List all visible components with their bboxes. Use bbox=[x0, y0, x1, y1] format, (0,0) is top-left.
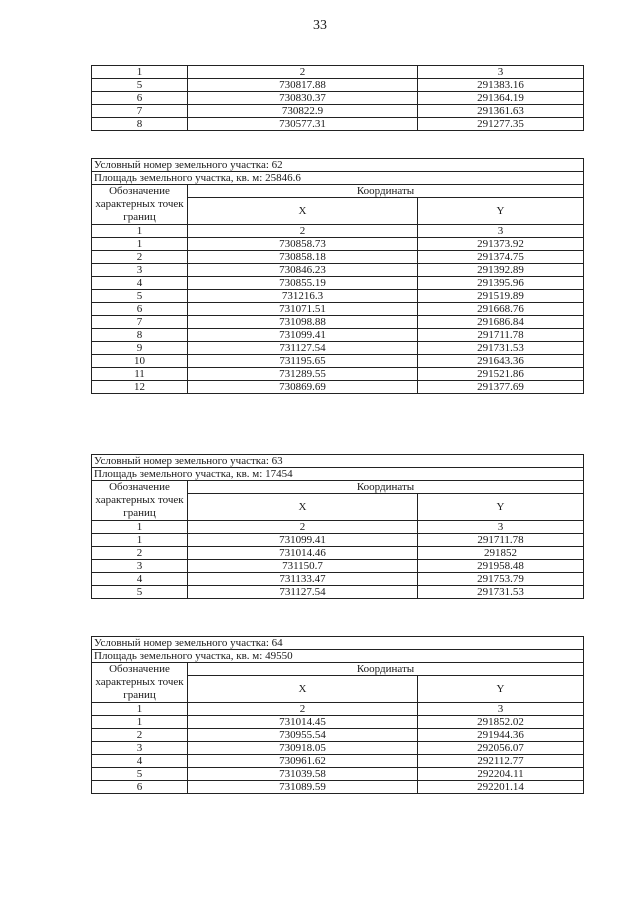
y-coordinate: 292056.07 bbox=[418, 742, 584, 755]
table-row bbox=[92, 781, 584, 794]
column-index-2: 2 bbox=[188, 225, 418, 238]
x-coordinate: 730846.23 bbox=[188, 264, 418, 277]
point-number: 10 bbox=[92, 355, 188, 368]
table-row bbox=[92, 79, 584, 92]
x-coordinate: 731127.54 bbox=[188, 586, 418, 599]
coordinates-header: Координаты bbox=[188, 481, 584, 494]
table-row bbox=[92, 251, 584, 264]
x-coordinate: 730961.62 bbox=[188, 755, 418, 768]
point-number: 2 bbox=[92, 547, 188, 560]
continuation-table bbox=[91, 65, 584, 131]
y-coordinate: 291392.89 bbox=[418, 264, 584, 277]
x-coordinate: 730858.73 bbox=[188, 238, 418, 251]
table-row bbox=[92, 560, 584, 573]
x-coordinate: 731099.41 bbox=[188, 534, 418, 547]
point-number: 5 bbox=[92, 586, 188, 599]
point-number: 7 bbox=[92, 316, 188, 329]
y-coordinate: 292112.77 bbox=[418, 755, 584, 768]
table-row bbox=[92, 547, 584, 560]
point-number: 6 bbox=[92, 781, 188, 794]
y-coordinate: 291377.69 bbox=[418, 381, 584, 394]
table-row bbox=[92, 742, 584, 755]
x-coordinate: 731195.65 bbox=[188, 355, 418, 368]
x-coordinate: 731071.51 bbox=[188, 303, 418, 316]
column-index-3: 3 bbox=[418, 66, 584, 79]
column-index-row bbox=[92, 225, 584, 238]
table-row bbox=[92, 573, 584, 586]
y-coordinate: 291277.35 bbox=[418, 118, 584, 131]
point-number: 5 bbox=[92, 290, 188, 303]
y-coordinate: 291668.76 bbox=[418, 303, 584, 316]
y-coordinate: 291374.75 bbox=[418, 251, 584, 264]
table-row bbox=[92, 729, 584, 742]
point-number: 2 bbox=[92, 729, 188, 742]
table-row bbox=[92, 238, 584, 251]
point-number: 9 bbox=[92, 342, 188, 355]
y-coordinate: 291852 bbox=[418, 547, 584, 560]
plot-table-62 bbox=[91, 158, 584, 394]
table-row bbox=[92, 303, 584, 316]
y-coordinate: 291852.02 bbox=[418, 716, 584, 729]
table-row bbox=[92, 277, 584, 290]
y-coordinate: 291364.19 bbox=[418, 92, 584, 105]
column-index-3: 3 bbox=[418, 225, 584, 238]
x-coordinate: 731039.58 bbox=[188, 768, 418, 781]
plot-area: Площадь земельного участка, кв. м: 49550 bbox=[92, 650, 584, 663]
y-coordinate: 291643.36 bbox=[418, 355, 584, 368]
table-row bbox=[92, 534, 584, 547]
y-coordinate: 291395.96 bbox=[418, 277, 584, 290]
x-coordinate: 731014.46 bbox=[188, 547, 418, 560]
y-coordinate: 291383.16 bbox=[418, 79, 584, 92]
column-index-1: 1 bbox=[92, 521, 188, 534]
y-coordinate: 291686.84 bbox=[418, 316, 584, 329]
y-coordinate: 292201.14 bbox=[418, 781, 584, 794]
plot-table-64 bbox=[91, 636, 584, 794]
point-number: 12 bbox=[92, 381, 188, 394]
x-coordinate: 730869.69 bbox=[188, 381, 418, 394]
plot-table-63 bbox=[91, 454, 584, 599]
x-header: X bbox=[188, 494, 418, 521]
point-number: 1 bbox=[92, 534, 188, 547]
column-index-3: 3 bbox=[418, 521, 584, 534]
point-number: 3 bbox=[92, 742, 188, 755]
x-coordinate: 731133.47 bbox=[188, 573, 418, 586]
point-number: 4 bbox=[92, 573, 188, 586]
x-coordinate: 730855.19 bbox=[188, 277, 418, 290]
table-row bbox=[92, 716, 584, 729]
x-header: X bbox=[188, 198, 418, 225]
y-coordinate: 291711.78 bbox=[418, 534, 584, 547]
x-coordinate: 731127.54 bbox=[188, 342, 418, 355]
x-coordinate: 731089.59 bbox=[188, 781, 418, 794]
point-header: Обозначение характерных точек границ bbox=[92, 185, 188, 225]
x-coordinate: 730817.88 bbox=[188, 79, 418, 92]
point-number: 3 bbox=[92, 264, 188, 277]
table-row bbox=[92, 92, 584, 105]
plot-number: Условный номер земельного участка: 64 bbox=[92, 637, 584, 650]
column-index-1: 1 bbox=[92, 66, 188, 79]
page-number: 33 bbox=[313, 18, 327, 33]
point-number: 1 bbox=[92, 716, 188, 729]
table-row bbox=[92, 368, 584, 381]
y-coordinate: 291731.53 bbox=[418, 586, 584, 599]
point-number: 4 bbox=[92, 755, 188, 768]
table-row bbox=[92, 342, 584, 355]
y-coordinate: 291731.53 bbox=[418, 342, 584, 355]
y-coordinate: 291711.78 bbox=[418, 329, 584, 342]
table-row bbox=[92, 586, 584, 599]
x-coordinate: 730918.05 bbox=[188, 742, 418, 755]
plot-area: Площадь земельного участка, кв. м: 17454 bbox=[92, 468, 584, 481]
column-index-row bbox=[92, 66, 584, 79]
x-coordinate: 730858.18 bbox=[188, 251, 418, 264]
point-number: 3 bbox=[92, 560, 188, 573]
x-coordinate: 730822.9 bbox=[188, 105, 418, 118]
x-coordinate: 730830.37 bbox=[188, 92, 418, 105]
point-number: 8 bbox=[92, 118, 188, 131]
x-coordinate: 731099.41 bbox=[188, 329, 418, 342]
point-number: 11 bbox=[92, 368, 188, 381]
x-coordinate: 731289.55 bbox=[188, 368, 418, 381]
x-coordinate: 731150.7 bbox=[188, 560, 418, 573]
column-index-1: 1 bbox=[92, 703, 188, 716]
table-row bbox=[92, 264, 584, 277]
table-row bbox=[92, 755, 584, 768]
x-coordinate: 731014.45 bbox=[188, 716, 418, 729]
plot-area: Площадь земельного участка, кв. м: 25846.6 bbox=[92, 172, 584, 185]
table-row bbox=[92, 316, 584, 329]
x-header: X bbox=[188, 676, 418, 703]
point-number: 4 bbox=[92, 277, 188, 290]
point-number: 2 bbox=[92, 251, 188, 264]
table-row bbox=[92, 768, 584, 781]
coordinates-header: Координаты bbox=[188, 663, 584, 676]
table-row bbox=[92, 290, 584, 303]
point-header: Обозначение характерных точек границ bbox=[92, 663, 188, 703]
point-number: 5 bbox=[92, 768, 188, 781]
column-index-row bbox=[92, 703, 584, 716]
x-coordinate: 731098.88 bbox=[188, 316, 418, 329]
x-coordinate: 730577.31 bbox=[188, 118, 418, 131]
coordinates-header: Координаты bbox=[188, 185, 584, 198]
point-number: 1 bbox=[92, 238, 188, 251]
column-index-2: 2 bbox=[188, 521, 418, 534]
column-index-2: 2 bbox=[188, 66, 418, 79]
table-row bbox=[92, 381, 584, 394]
table-row bbox=[92, 118, 584, 131]
point-number: 6 bbox=[92, 303, 188, 316]
table-row bbox=[92, 355, 584, 368]
y-coordinate: 291958.48 bbox=[418, 560, 584, 573]
column-index-1: 1 bbox=[92, 225, 188, 238]
y-header: Y bbox=[418, 494, 584, 521]
y-coordinate: 291519.89 bbox=[418, 290, 584, 303]
table-row bbox=[92, 329, 584, 342]
column-index-3: 3 bbox=[418, 703, 584, 716]
y-coordinate: 291361.63 bbox=[418, 105, 584, 118]
plot-number: Условный номер земельного участка: 62 bbox=[92, 159, 584, 172]
point-header: Обозначение характерных точек границ bbox=[92, 481, 188, 521]
y-coordinate: 291521.86 bbox=[418, 368, 584, 381]
column-index-2: 2 bbox=[188, 703, 418, 716]
plot-number: Условный номер земельного участка: 63 bbox=[92, 455, 584, 468]
y-coordinate: 292204.11 bbox=[418, 768, 584, 781]
y-header: Y bbox=[418, 676, 584, 703]
y-coordinate: 291944.36 bbox=[418, 729, 584, 742]
x-coordinate: 730955.54 bbox=[188, 729, 418, 742]
point-number: 8 bbox=[92, 329, 188, 342]
x-coordinate: 731216.3 bbox=[188, 290, 418, 303]
y-coordinate: 291373.92 bbox=[418, 238, 584, 251]
column-index-row bbox=[92, 521, 584, 534]
point-number: 5 bbox=[92, 79, 188, 92]
point-number: 7 bbox=[92, 105, 188, 118]
point-number: 6 bbox=[92, 92, 188, 105]
y-coordinate: 291753.79 bbox=[418, 573, 584, 586]
table-row bbox=[92, 105, 584, 118]
y-header: Y bbox=[418, 198, 584, 225]
